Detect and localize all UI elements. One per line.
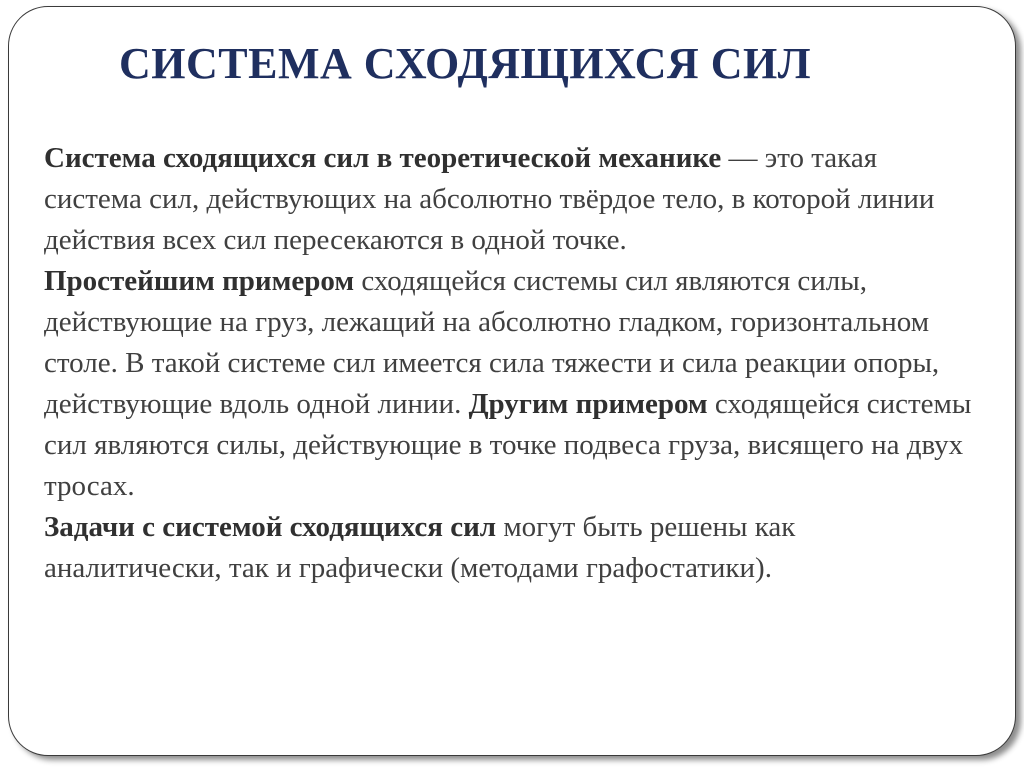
other-example-text: сходящейся системы сил являются силы, действующие в точке подвеса груза, висящего на двух тросах. bbox=[44, 388, 972, 502]
definition-term: Система сходящихся сил в теоретической механике bbox=[44, 142, 722, 174]
simplest-example-text: сходящейся системы сил являются силы, действующие на груз, лежащий на абсолютно гладком, горизонтальном столе. В такой системе сил имеется сила тяжести и сила реакции опоры, действующие вдоль одной линии. bbox=[44, 265, 940, 420]
simplest-example-term: Простейшим примером bbox=[44, 265, 355, 297]
slide-body bbox=[44, 138, 974, 589]
paragraph-definition bbox=[44, 138, 974, 261]
paragraph-examples bbox=[44, 261, 974, 507]
tasks-text: могут быть решены как аналитически, так и графически (методами графостатики). bbox=[44, 511, 796, 584]
paragraph-tasks bbox=[44, 507, 974, 589]
slide-title: СИСТЕМА СХОДЯЩИХСЯ СИЛ bbox=[118, 39, 811, 88]
definition-text: — это такая система сил, действующих на абсолютно твёрдое тело, в которой линии действия всех сил пересекаются в одной точке. bbox=[44, 142, 935, 256]
tasks-term: Задачи с системой сходящихся сил bbox=[44, 511, 497, 543]
other-example-term: Другим примером bbox=[468, 388, 708, 420]
